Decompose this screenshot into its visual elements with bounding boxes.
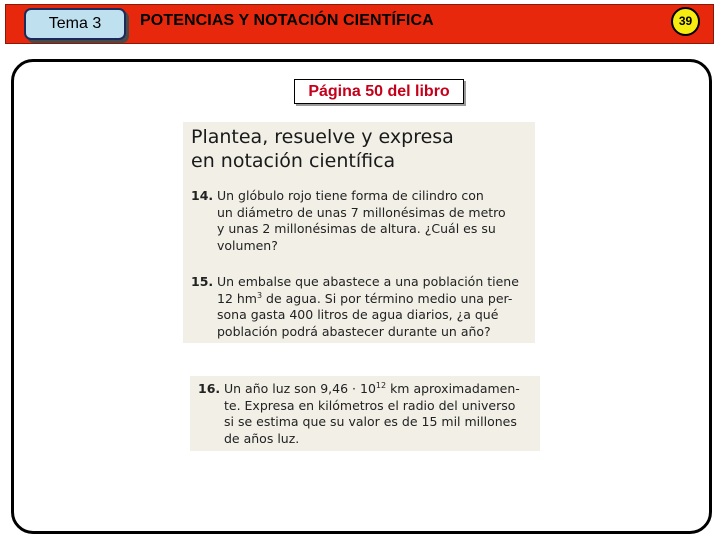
exercise-number: 16. [198,381,221,396]
exercise-line: de años luz. [224,430,300,446]
topic-button[interactable]: Tema 3 [24,8,126,40]
exercise-line: un diámetro de unas 7 millonésimas de metro [217,204,506,220]
exercise-line: si se estima que su valor es de 15 mil millones [224,414,517,430]
section-heading [191,125,531,173]
section-heading-line: Plantea, resuelve y expresa [191,126,454,148]
exercise-line: volumen? [217,237,278,253]
exercise-line: población podrá abastecer durante un año? [217,323,491,339]
exercise-text-part: Un año luz son 9,46 · 10 [224,381,376,396]
page-number-badge: 39 [671,7,700,36]
book-excerpt-exercises-14-15 [183,122,535,343]
exercise-line [217,291,535,308]
exercise-line: y unas 2 millonésimas de altura. ¿Cuál es su [217,221,496,237]
exercise-number: 15. [191,274,214,289]
page-title: POTENCIAS Y NOTACIÓN CIENTÍFICA [140,12,434,29]
exercise-text-part: 12 hm [217,290,257,306]
exercise-text-part: de agua. Si por término medio una per- [262,290,513,306]
book-excerpt-exercise-16 [190,376,540,451]
exercise-line [224,381,542,398]
exercise-text-part: km aproximadamen- [386,381,520,396]
book-page-reference: Página 50 del libro [294,79,464,104]
exercise-text [217,274,535,340]
exercise-text [224,381,542,447]
section-heading-line: en notación científica [191,150,396,172]
exercise-line: sona gasta 400 litros de agua diarios, ¿a qué [217,307,499,323]
exercise-number: 14. [191,188,214,203]
exercise-line: Un embalse que abastece a una población tiene [217,274,519,289]
exponent: 12 [375,380,387,390]
exercise-text [217,188,535,254]
exponent: 3 [256,290,263,300]
exercise-line: te. Expresa en kilómetros el radio del universo [224,397,516,413]
exercise-line: Un glóbulo rojo tiene forma de cilindro con [217,188,484,203]
